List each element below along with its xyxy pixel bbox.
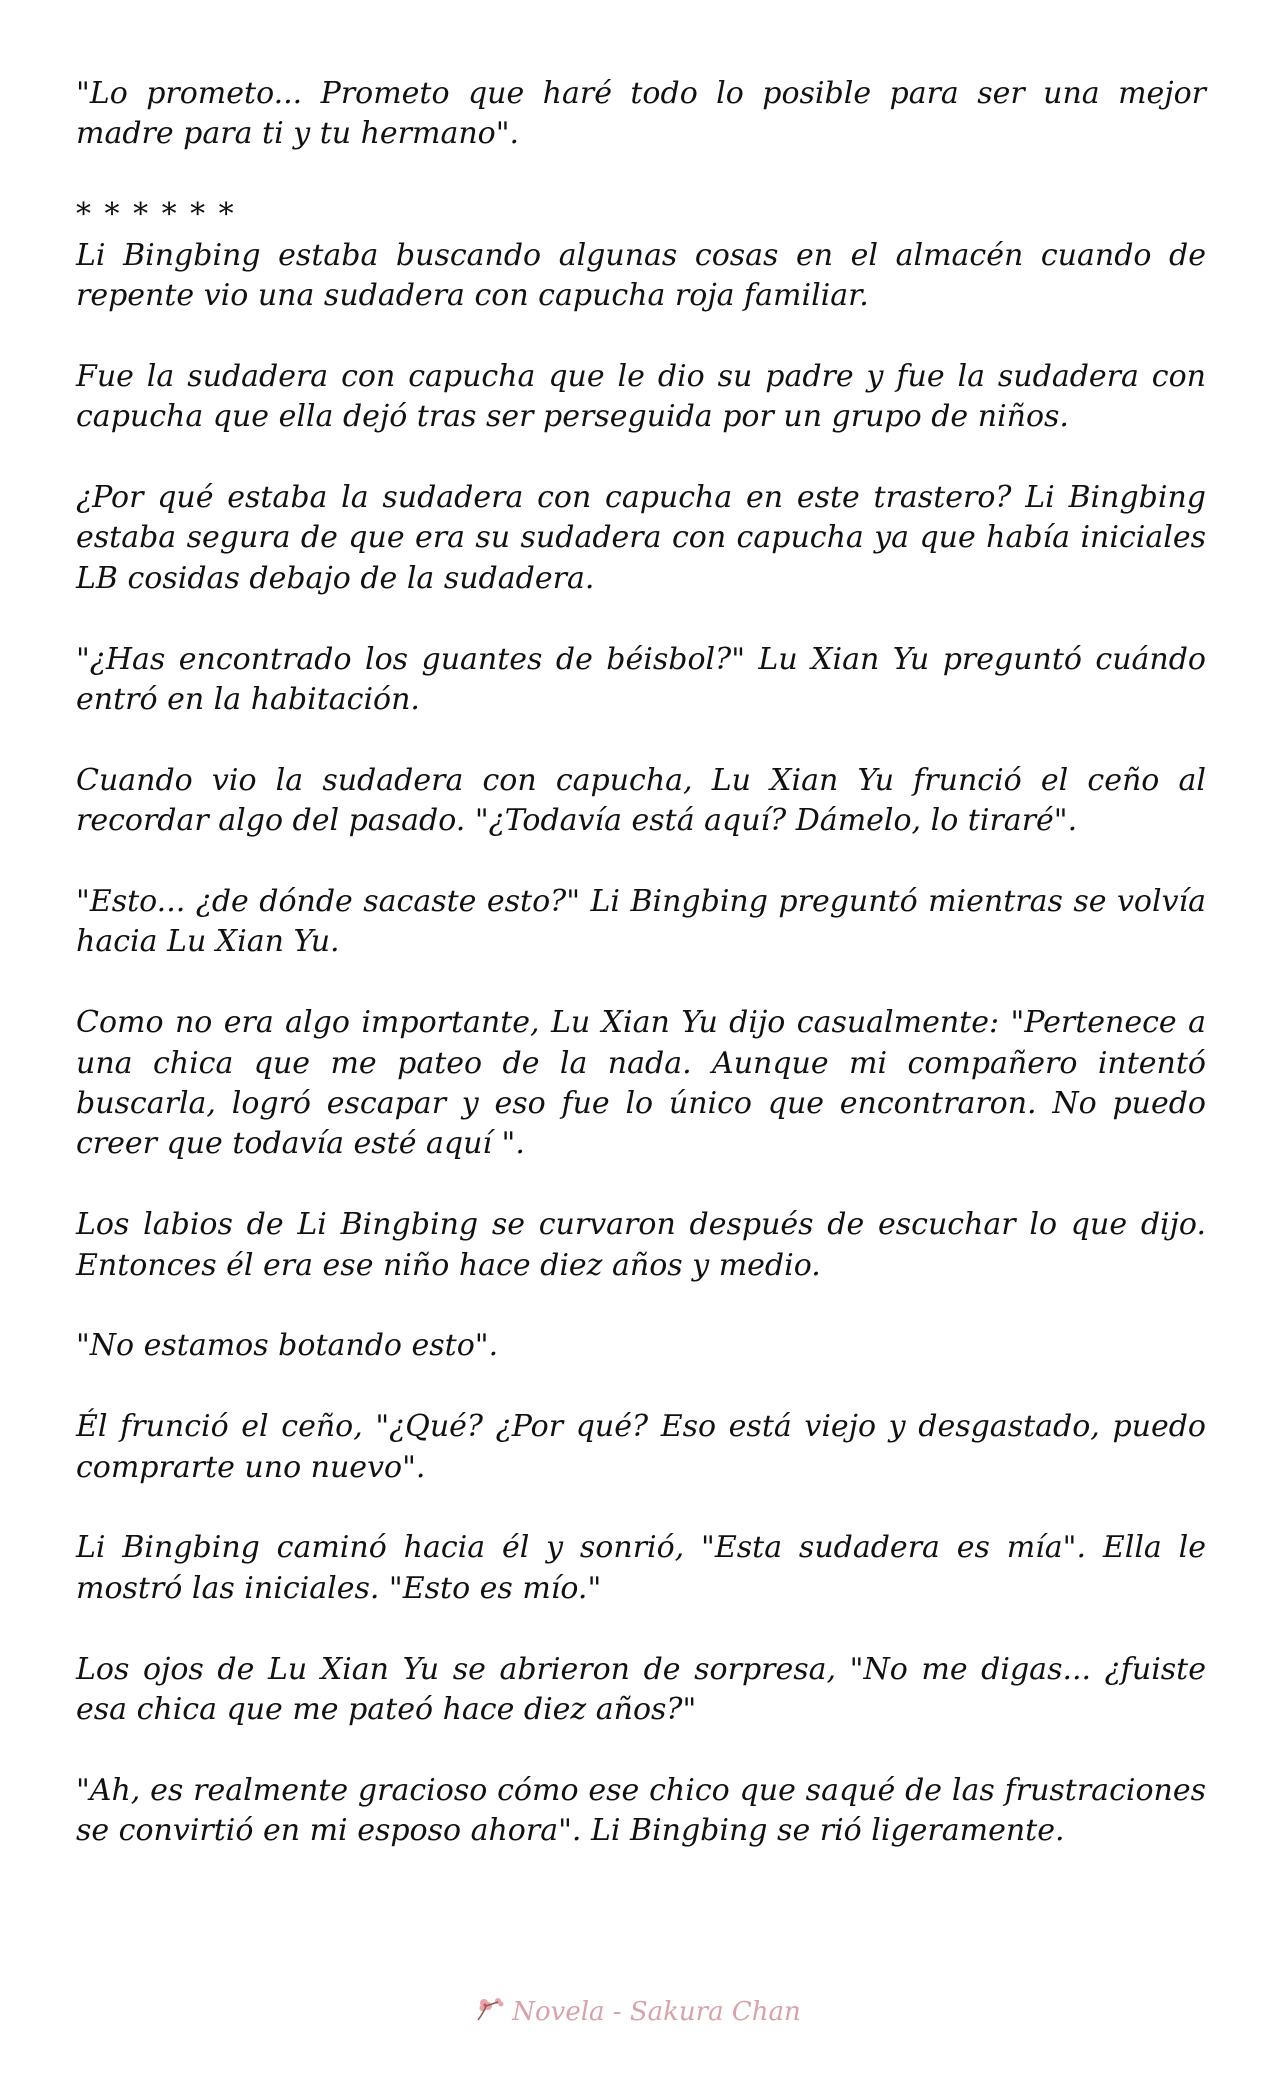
paragraph-not-throwing: "No estamos botando esto".	[76, 1328, 499, 1364]
paragraph-hoodie-origin: Fue la sudadera con capucha que le dio su padre y fue la sudadera con capucha que ella dejó tras ser perseguida por un grupo de niños.	[76, 358, 1206, 435]
sakura-flower-icon	[474, 1994, 508, 2024]
paragraph-surprise: Los ojos de Lu Xian Yu se abrieron de sorpresa, "No me digas... ¿fuiste esa chica que me pateó hace diez años?"	[76, 1651, 1206, 1728]
paragraph-storage-room: Li Bingbing estaba buscando algunas cosas en el almacén cuando de repente vio una sudadera con capucha roja familiar.	[76, 237, 1206, 314]
paragraph-lips-curved: Los labios de Li Bingbing se curvaron después de escuchar lo que dijo. Entonces él era ese niño hace diez años y medio.	[76, 1207, 1206, 1283]
watermark	[0, 1992, 1275, 2032]
paragraph-worn-out: Él frunció el ceño, "¿Qué? ¿Por qué? Eso está viejo y desgastado, puedo comprarte uno nuevo".	[76, 1409, 1206, 1485]
story-text	[76, 74, 1206, 1892]
paragraph-husband: "Ah, es realmente gracioso cómo ese chico que saqué de las frustraciones se convirtió en mi esposo ahora". Li Bingbing se rió ligeramente.	[76, 1772, 1206, 1849]
scene-break: * * * * * *	[76, 197, 236, 233]
paragraph-baseball-gloves: "¿Has encontrado los guantes de béisbol?" Lu Xian Yu preguntó cuándo entró en la habitación.	[76, 641, 1206, 718]
paragraph-frown: Cuando vio la sudadera con capucha, Lu Xian Yu frunció el ceño al recordar algo del pasado. "¿Todavía está aquí? Dámelo, lo tiraré".	[76, 762, 1206, 839]
paragraph-promise: "Lo prometo... Prometo que haré todo lo posible para ser una mejor madre para ti y tu hermano".	[76, 76, 1206, 152]
watermark-text: Novela - Sakura Chan	[512, 1997, 801, 2027]
paragraph-question: "Esto... ¿de dónde sacaste esto?" Li Bingbing preguntó mientras se volvía hacia Lu Xian Yu.	[76, 884, 1206, 960]
paragraph-initials: ¿Por qué estaba la sudadera con capucha en este trastero? Li Bingbing estaba segura de que era su sudadera con capucha ya que había iniciales LB cosidas debajo de la sudadera.	[76, 480, 1206, 596]
paragraph-casual-answer: Como no era algo importante, Lu Xian Yu dijo casualmente: "Pertenece a una chica que me pateo de la nada. Aunque mi compañero intentó buscarla, logró escapar y eso fue lo único que encontraron. No puedo creer que todavía esté aquí ".	[76, 1005, 1206, 1162]
paragraph-its-mine: Li Bingbing caminó hacia él y sonrió, "Esta sudadera es mía". Ella le mostró las iniciales. "Esto es mío."	[76, 1530, 1206, 1606]
